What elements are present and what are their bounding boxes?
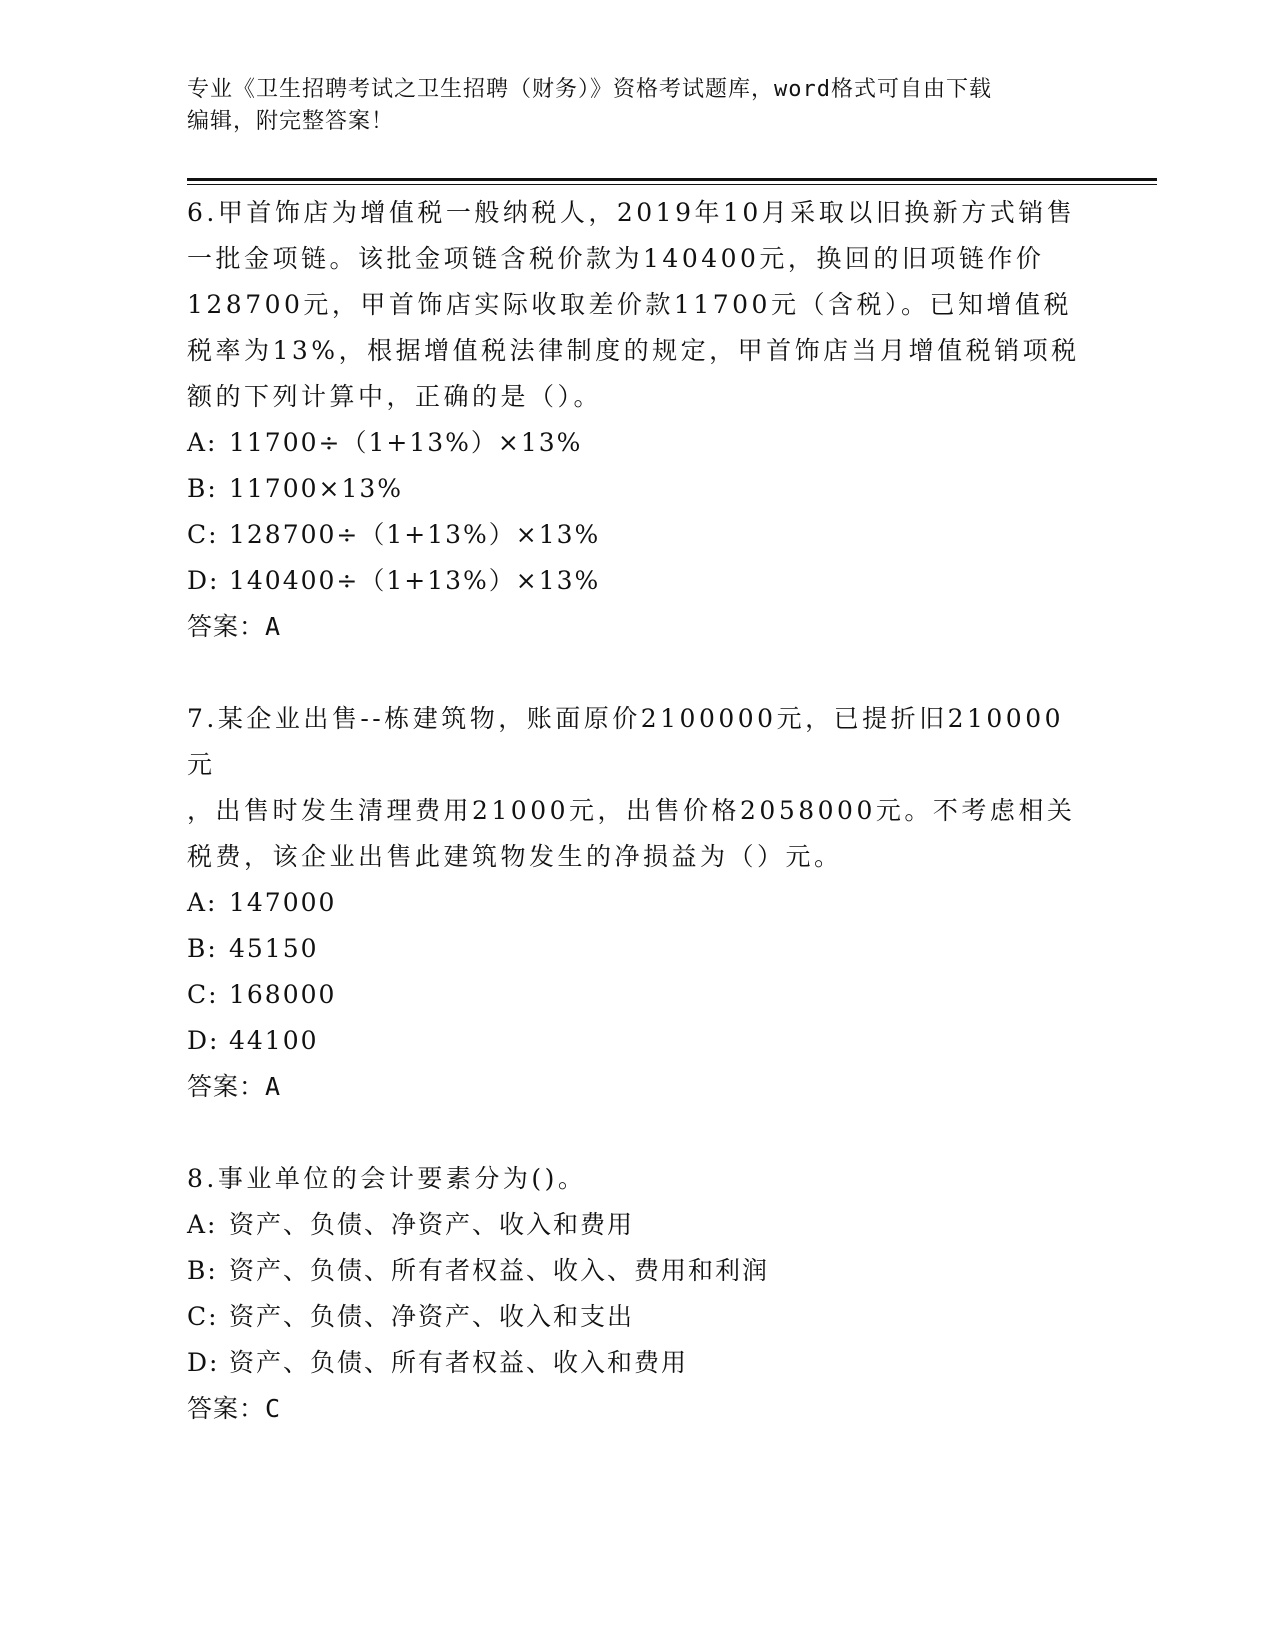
option-c: [187, 1294, 1087, 1340]
option-letter: C:: [187, 1302, 219, 1331]
option-a: [187, 420, 1087, 466]
question-text-line: 128700元，甲首饰店实际收取差价款11700元（含税）。已知增值税: [187, 290, 1072, 319]
option-text: 资产、负债、净资产、收入和费用: [229, 1210, 635, 1239]
option-letter: D:: [187, 566, 220, 595]
document-header: [187, 74, 1087, 138]
option-letter: D:: [187, 1348, 220, 1377]
option-d: [187, 1340, 1087, 1386]
option-text: 128700÷（1+13%）×13%: [229, 520, 601, 549]
header-line-2: 编辑，附完整答案！: [187, 109, 395, 134]
header-rule-thick: [187, 178, 1157, 181]
option-text: 140400÷（1+13%）×13%: [229, 566, 601, 595]
option-text: 45150: [229, 934, 319, 963]
question-text-line: ，出售时发生清理费用21000元，出售价格2058000元。不考虑相关: [187, 796, 1076, 825]
question-text-line: 8.事业单位的会计要素分为()。: [187, 1164, 587, 1193]
header-rule-thin: [187, 184, 1157, 185]
question-text-line: 7.某企业出售--栋建筑物，账面原价2100000元，已提折旧210000元: [187, 704, 1065, 779]
option-text: 资产、负债、所有者权益、收入、费用和利润: [229, 1256, 770, 1285]
option-letter: B:: [187, 934, 218, 963]
option-text: 11700×13%: [229, 474, 404, 503]
option-text: 资产、负债、净资产、收入和支出: [229, 1302, 635, 1331]
option-b: [187, 926, 1087, 972]
question-text-line: 6.甲首饰店为增值税一般纳税人，2019年10月采取以旧换新方式销售: [187, 198, 1076, 227]
option-b: [187, 466, 1087, 512]
option-b: [187, 1248, 1087, 1294]
option-c: [187, 972, 1087, 1018]
option-letter: D:: [187, 1026, 220, 1055]
header-line-1: 专业《卫生招聘考试之卫生招聘（财务）》资格考试题库，word格式可自由下载: [187, 77, 992, 102]
option-letter: C:: [187, 980, 219, 1009]
option-text: 168000: [229, 980, 337, 1009]
option-d: [187, 558, 1087, 604]
option-c: [187, 512, 1087, 558]
option-text: 44100: [229, 1026, 319, 1055]
question-7: [187, 696, 1087, 1110]
option-letter: A:: [187, 1210, 218, 1239]
question-6: [187, 190, 1087, 650]
question-text-line: 一批金项链。该批金项链含税价款为140400元，换回的旧项链作价: [187, 244, 1045, 273]
option-letter: A:: [187, 888, 218, 917]
question-spacer: [187, 1110, 1087, 1156]
answer-line: 答案：C: [187, 1394, 282, 1423]
option-a: [187, 880, 1087, 926]
option-text: 资产、负债、所有者权益、收入和费用: [229, 1348, 689, 1377]
question-text-line: 额的下列计算中，正确的是（）。: [187, 382, 603, 411]
option-letter: B:: [187, 474, 218, 503]
option-d: [187, 1018, 1087, 1064]
question-text-line: 税率为13%，根据增值税法律制度的规定，甲首饰店当月增值税销项税: [187, 336, 1080, 365]
option-letter: B:: [187, 1256, 218, 1285]
option-text: 11700÷（1+13%）×13%: [229, 428, 583, 457]
question-8: [187, 1156, 1087, 1432]
answer-line: 答案：A: [187, 612, 282, 641]
question-list: [187, 190, 1087, 1432]
question-spacer: [187, 650, 1087, 696]
question-text-line: 税费，该企业出售此建筑物发生的净损益为（）元。: [187, 842, 843, 871]
option-a: [187, 1202, 1087, 1248]
option-letter: C:: [187, 520, 219, 549]
option-letter: A:: [187, 428, 218, 457]
option-text: 147000: [229, 888, 337, 917]
answer-line: 答案：A: [187, 1072, 282, 1101]
